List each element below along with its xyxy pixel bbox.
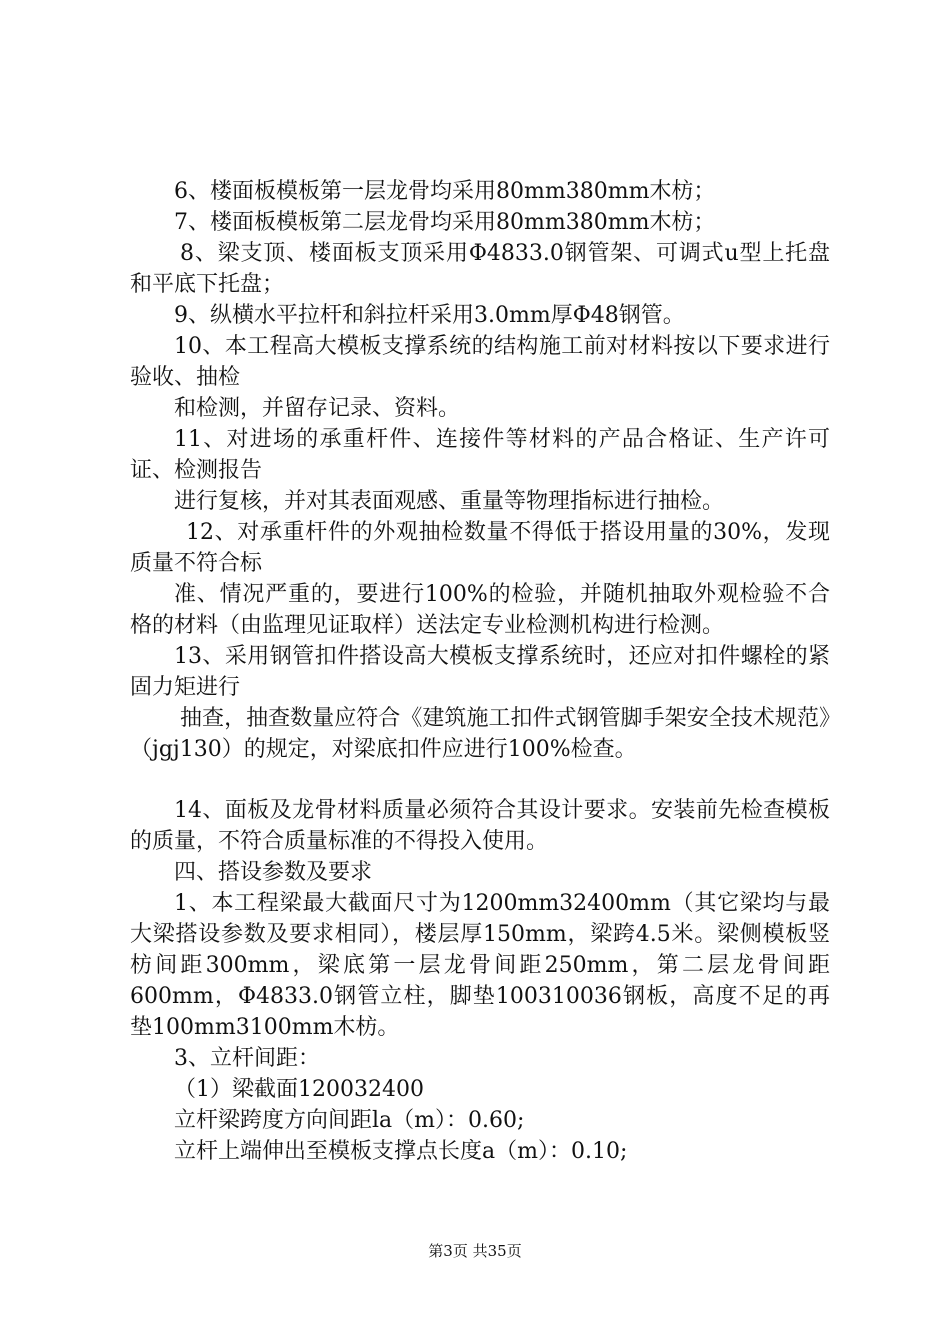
paragraph: 10、本工程高大模板支撑系统的结构施工前对材料按以下要求进行验收、抽检 xyxy=(130,334,830,390)
paragraph: 11、对进场的承重杆件、连接件等材料的产品合格证、生产许可证、检测报告 xyxy=(130,427,830,483)
paragraph: 13、采用钢管扣件搭设高大模板支撑系统时，还应对扣件螺栓的紧固力矩进行 xyxy=(130,644,830,700)
paragraph: 6、楼面板模板第一层龙骨均采用80mm380mm木枋； xyxy=(174,179,716,204)
paragraph: 14、面板及龙骨材料质量必须符合其设计要求。安装前先检查模板的质量，不符合质量标准的不得投入使用。 xyxy=(130,798,830,854)
section-heading: 四、搭设参数及要求 xyxy=(174,860,373,885)
paragraph: 立杆上端伸出至模板支撑点长度a（m）：0.10; xyxy=(174,1139,628,1164)
paragraph: 抽查，抽查数量应符合《建筑施工扣件式钢管脚手架安全技术规范》（jgj130）的规定，对梁底扣件应进行100%检查。 xyxy=(130,706,830,762)
document-body xyxy=(130,176,830,1167)
paragraph: 3、立杆间距： xyxy=(174,1046,320,1071)
paragraph: 7、楼面板模板第二层龙骨均采用80mm380mm木枋； xyxy=(174,210,716,235)
paragraph: 12、对承重杆件的外观抽检数量不得低于搭设用量的30%，发现质量不符合标 xyxy=(130,520,830,576)
paragraph: 8、梁支顶、楼面板支顶采用Φ4833.0钢管架、可调式u型上托盘和平底下托盘； xyxy=(130,241,830,297)
paragraph: 进行复核，并对其表面观感、重量等物理指标进行抽检。 xyxy=(174,489,725,514)
paragraph: 准、情况严重的，要进行100%的检验，并随机抽取外观检验不合格的材料（由监理见证取样）送法定专业检测机构进行检测。 xyxy=(130,582,830,638)
blank-line xyxy=(130,765,830,795)
paragraph: 1、本工程梁最大截面尺寸为1200mm32400mm（其它梁均与最大梁搭设参数及要求相同），楼层厚150mm，梁跨4.5米。梁侧模板竖枋间距300mm，梁底第一层龙骨间距250mm，第二层龙骨间距600mm，Φ4833.0钢管立柱，脚垫100310036钢板，高度不足的再垫100mm3100mm木枋。 xyxy=(130,891,830,1040)
page-number-footer: 第3页 共35页 xyxy=(428,1242,522,1260)
paragraph: （1）梁截面120032400 xyxy=(174,1077,424,1102)
paragraph: 9、纵横水平拉杆和斜拉杆采用3.0mm厚Φ48钢管。 xyxy=(174,303,685,328)
paragraph: 和检测，并留存记录、资料。 xyxy=(174,396,461,421)
paragraph: 立杆梁跨度方向间距la（m）：0.60; xyxy=(174,1108,525,1133)
